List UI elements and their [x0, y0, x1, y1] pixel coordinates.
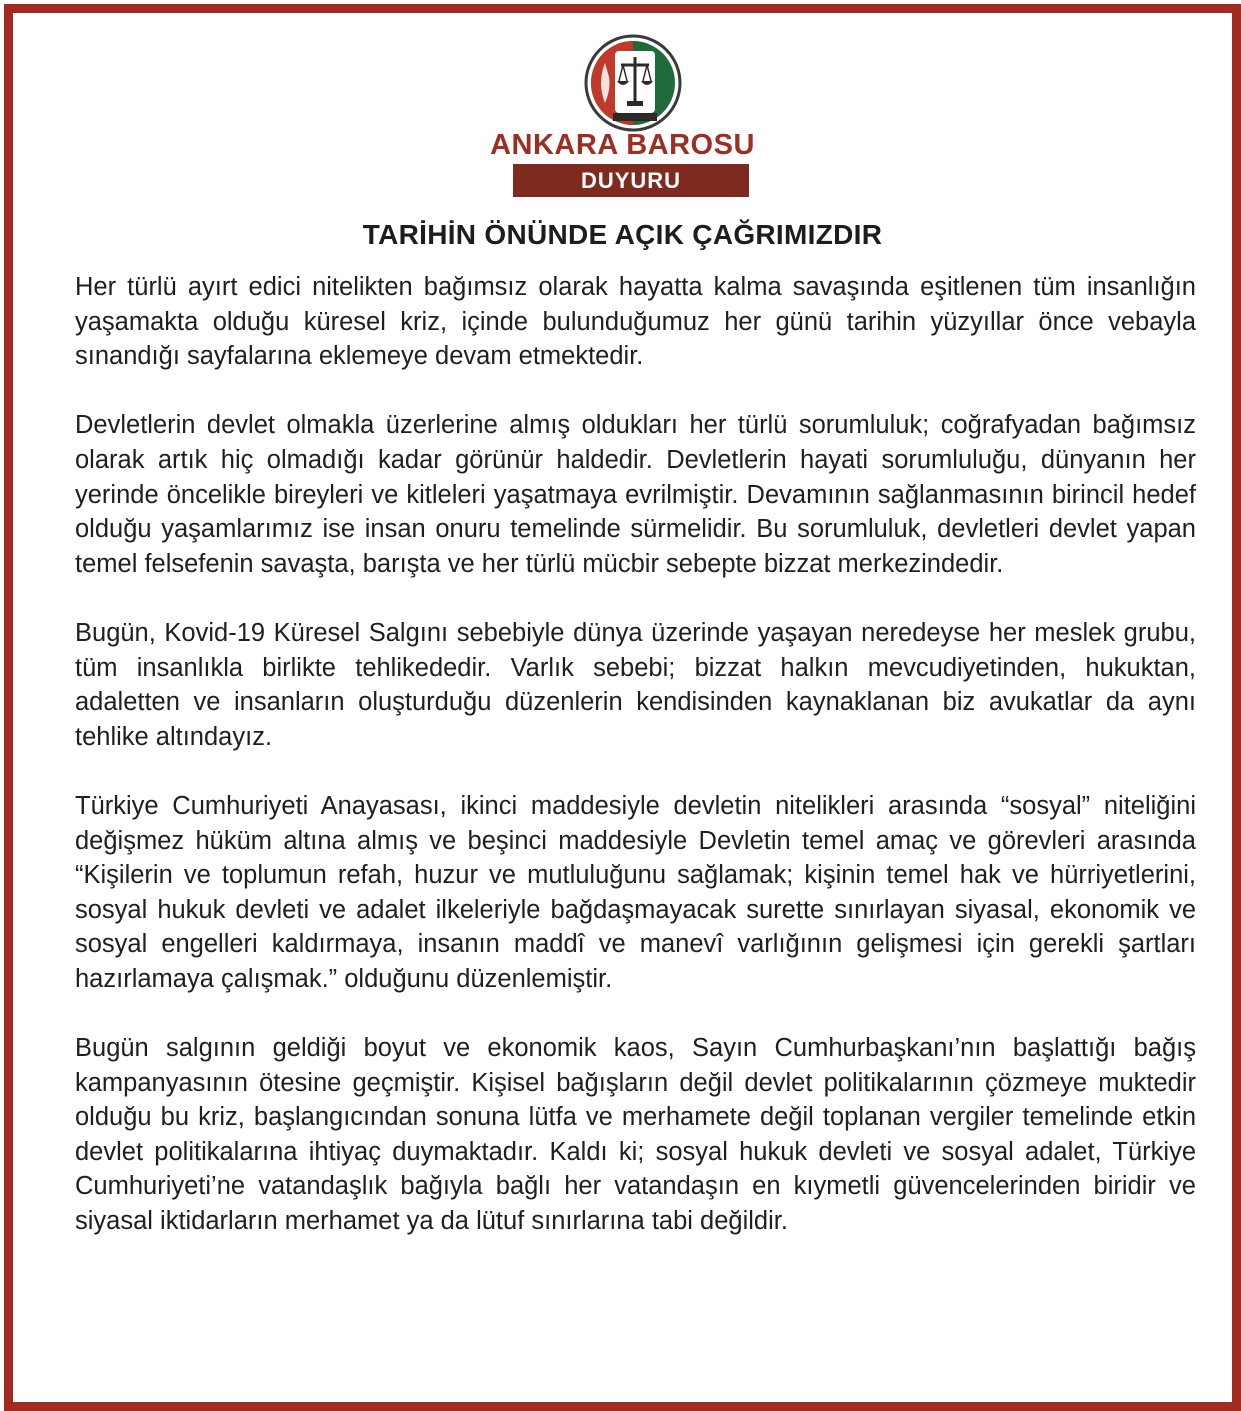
announcement-label: DUYURU — [513, 164, 749, 197]
org-name: ANKARA BAROSU — [490, 129, 755, 161]
paragraph: Her türlü ayırt edici nitelikten bağımsız olarak hayatta kalma savaşında eşitlenen tüm insanlığın yaşamakta olduğu küresel kriz, içinde bulunduğumuz her günü tarihin yüzyıllar önce vebayla sınandığı sayfalarına eklemeye devam etmektedir. — [75, 273, 1196, 371]
paragraph: Türkiye Cumhuriyeti Anayasası, ikinci maddesiyle devletin nitelikleri arasında “sosyal” niteliğini değişmez hüküm altına almış ve beşinci maddesiyle Devletin temel amaç ve görevleri arasında “Kişilerin ve toplumun refah, huzur ve mutluluğunu sağlamak; kişinin temel hak ve hürriyetlerini, sosyal hukuk devleti ve adalet ilkeleriyle bağdaşmayacak surette sınırlayan siyasal, ekonomik ve sosyal engelleri kaldırmaya, insanın maddî ve manevî varlığının gelişmesi için gerekli şartları hazırlamaya çalışmak.” olduğunu düzenlemiştir. — [75, 791, 1196, 993]
paragraph: Bugün, Kovid-19 Küresel Salgını sebebiyle dünya üzerinde yaşayan neredeyse her meslek grubu, tüm insanlıkla birlikte tehlikededir. Varlık sebebi; bizzat halkın mevcudiyetinden, hukuktan, adaletten ve insanların oluşturduğu düzenlerin kendisinden kaynaklanan biz avukatlar da aynı tehlike altındayız. — [75, 618, 1196, 751]
document-title: TARİHİN ÖNÜNDE AÇIK ÇAĞRIMIZDIR — [362, 219, 883, 250]
paragraph: Bugün salgının geldiği boyut ve ekonomik kaos, Sayın Cumhurbaşkanı’nın başlattığı bağış kampanyasının ötesine geçmiştir. Kişisel bağışların değil devlet politikalarının çözmeye muktedir olduğu bu kriz, başlangıcından sonuna lütfa ve merhamete değil toplanan vergiler temelinde etkin devlet politikalarına ihtiyaç duymaktadır. Kaldı ki; sosyal hukuk devleti ve sosyal adalet, Türkiye Cumhuriyeti’ne vatandaşlık bağıyla bağlı her vatandaşın en kıymetli güvencelerinden biridir ve siyasal iktidarların merhamet ya da lütuf sınırlarına tabi değildir. — [75, 1034, 1196, 1236]
paragraph: Devletlerin devlet olmakla üzerlerine almış oldukları her türlü sorumluluk; coğrafyadan bağımsız olarak artık hiç olmadığı kadar görünür haldedir. Devletlerin hayati sorumluluğu, dünyanın her yerinde öncelikle bireyleri ve kitleleri yaşatmaya evrilmiştir. Devamının sağlanmasının birincil hedef olduğu yaşamlarımız ise insan onuru temelinde sürmelidir. Bu sorumluluk, devletleri devlet yapan temel felsefenin savaşta, barışta ve her türlü mücbir sebepte bizzat merkezindedir. — [75, 411, 1196, 578]
document-frame — [4, 4, 1241, 1411]
scales-of-justice-icon — [583, 33, 683, 133]
document-body — [75, 270, 1196, 1273]
